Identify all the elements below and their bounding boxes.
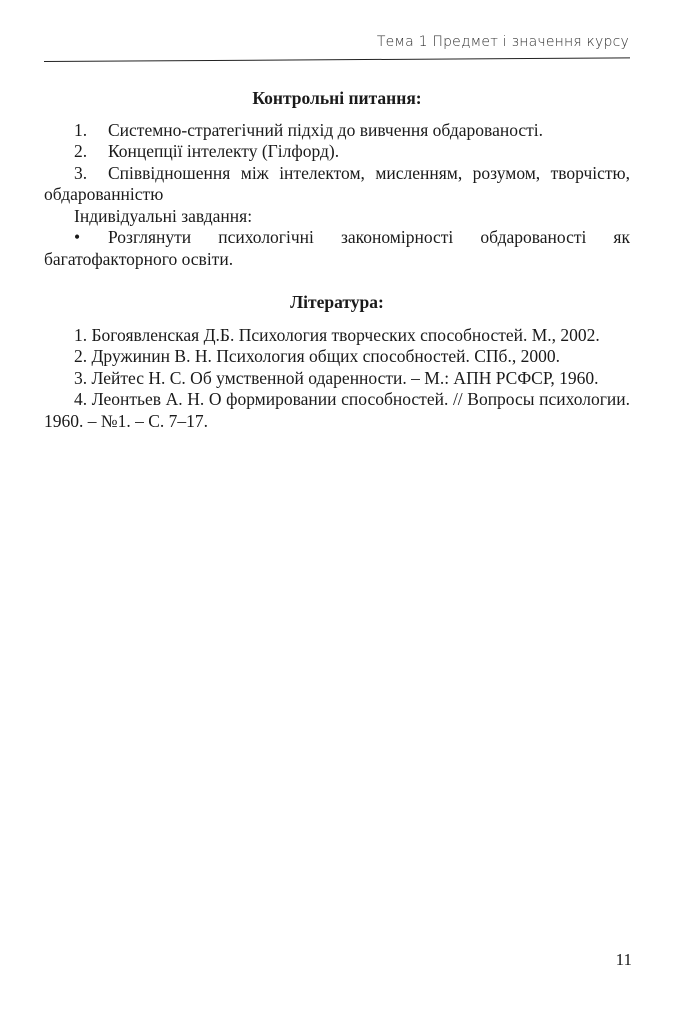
question-text: Системно-стратегічний підхід до вивчення обдарованості. [108, 119, 544, 140]
control-questions-title: Контрольні питання: [252, 88, 422, 108]
task-text: Розглянути психологічні закономірності обдарованості як багатофакторного освіти. [44, 227, 630, 269]
individual-tasks-title: Індивідуальні завдання: [74, 205, 253, 226]
reference-item-3: 3. Лейтес Н. С. Об умственной одаренности. – М.: АПН РСФСР, 1960. [74, 367, 599, 388]
question-item-2 [44, 141, 630, 163]
question-number: 1. [74, 119, 88, 140]
literature-title: Література: [290, 292, 384, 312]
bullet-icon: • [74, 227, 81, 247]
reference-item-4: 4. Леонтьев А. Н. О формировании способностей. // Вопросы психологии. 1960. – №1. – С. 7–17. [44, 389, 630, 431]
question-number: 2. [74, 141, 88, 161]
reference-item-2: 2. Дружинин В. Н. Психология общих способностей. СПб., 2000. [74, 346, 560, 366]
reference-item-1: 1. Богоявленская Д.Б. Психология творческих способностей. М., 2002. [74, 324, 600, 345]
header-rule [44, 57, 630, 62]
page-number: 11 [615, 950, 632, 969]
question-number: 3. [74, 162, 88, 183]
question-item-1 [44, 120, 630, 142]
question-text: Концепції інтелекту (Гілфорд). [108, 141, 340, 161]
task-item-1 [44, 227, 630, 270]
page-content [44, 88, 630, 432]
question-text: Співвідношення між інтелектом, мисленням, розумом, творчістю, обдарованністю [44, 162, 630, 204]
running-head: Тема 1 Предмет і значення курсу [376, 34, 629, 50]
question-item-3 [44, 163, 630, 206]
